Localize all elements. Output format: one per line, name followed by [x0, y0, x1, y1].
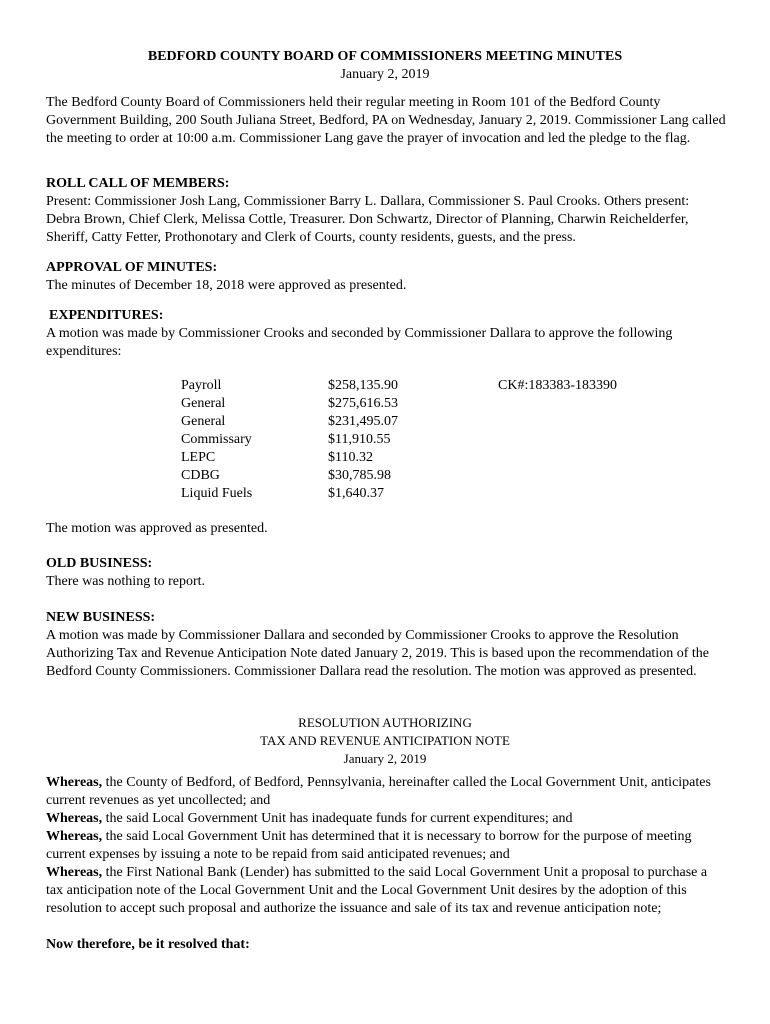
- resolution-date: January 2, 2019: [343, 751, 427, 766]
- old-business-heading: OLD BUSINESS:: [46, 556, 153, 571]
- expense-amount: $231,495.07: [328, 414, 398, 429]
- whereas-label: Whereas,: [46, 811, 103, 826]
- approval-heading: APPROVAL OF MINUTES:: [46, 260, 218, 275]
- table-row: [181, 485, 658, 503]
- resolution-closing: Now therefore, be it resolved that:: [46, 937, 250, 952]
- table-row: [181, 377, 658, 395]
- resolution-clause: [46, 774, 726, 810]
- table-row: [181, 467, 658, 485]
- expense-category: CDBG: [181, 468, 220, 483]
- roll-call-text: Present: Commissioner Josh Lang, Commissioner Barry L. Dallara, Commissioner S. Paul Crooks. Others present: Debra Brown, Chief Clerk, Melissa Cottle, Treasurer. Don Schwartz, Director of Planning, Charwin Reichelderfer, Sheriff, Catty Fetter, Prothonotary and Clerk of Courts, county residents, guests, and the press.: [46, 194, 690, 245]
- clause-text: the said Local Government Unit has determined that it is necessary to borrow for the purpose of meeting current expenses by issuing a note to be repaid from said anticipated revenues; and: [46, 829, 692, 862]
- expenditures-table: [181, 377, 658, 503]
- table-row: [181, 395, 658, 413]
- resolution-clause: [46, 864, 726, 918]
- intro-paragraph: The Bedford County Board of Commissioners held their regular meeting in Room 101 of the Bedford County Government Building, 200 South Juliana Street, Bedford, PA on Wednesday, January 2, 2019. Commissioner Lang called the meeting to order at 10:00 a.m. Commissioner Lang gave the prayer of invocation and led the pledge to the flag.: [46, 95, 726, 146]
- new-business-heading: NEW BUSINESS:: [46, 610, 156, 625]
- document-date: January 2, 2019: [340, 67, 430, 82]
- expense-category: General: [181, 396, 226, 411]
- resolution-clause: [46, 828, 726, 864]
- expense-amount: $11,910.55: [328, 432, 391, 447]
- expense-category: General: [181, 414, 226, 429]
- resolution-clause: [46, 810, 726, 828]
- roll-call-heading: ROLL CALL OF MEMBERS:: [46, 176, 230, 191]
- whereas-label: Whereas,: [46, 865, 103, 880]
- expense-category: Commissary: [181, 432, 252, 447]
- expense-category: Liquid Fuels: [181, 486, 253, 501]
- old-business-text: There was nothing to report.: [46, 574, 206, 589]
- expense-amount: $1,640.37: [328, 486, 384, 501]
- approval-text: The minutes of December 18, 2018 were approved as presented.: [46, 278, 407, 293]
- resolution-title-line2: TAX AND REVENUE ANTICIPATION NOTE: [260, 733, 510, 748]
- expense-category: Payroll: [181, 378, 222, 393]
- table-row: [181, 431, 658, 449]
- expense-category: LEPC: [181, 450, 216, 465]
- whereas-label: Whereas,: [46, 829, 103, 844]
- whereas-label: Whereas,: [46, 775, 103, 790]
- expense-amount: $30,785.98: [328, 468, 391, 483]
- expense-check-numbers: CK#:183383-183390: [498, 378, 617, 393]
- expenditures-text: A motion was made by Commissioner Crooks and seconded by Commissioner Dallara to approve the following expenditures:: [46, 326, 673, 359]
- expense-amount: $275,616.53: [328, 396, 398, 411]
- new-business-text: A motion was made by Commissioner Dallara and seconded by Commissioner Crooks to approve the Resolution Authorizing Tax and Revenue Anticipation Note dated January 2, 2019. This is based upon the recommendation of the Bedford County Commissioners. Commissioner Dallara read the resolution. The motion was approved as presented.: [46, 628, 709, 679]
- expense-amount: $110.32: [328, 450, 373, 465]
- expense-amount: $258,135.90: [328, 378, 398, 393]
- clause-text: the said Local Government Unit has inadequate funds for current expenditures; and: [102, 811, 573, 826]
- document-title: BEDFORD COUNTY BOARD OF COMMISSIONERS MEETING MINUTES: [147, 49, 623, 64]
- table-row: [181, 413, 658, 431]
- clause-text: the First National Bank (Lender) has submitted to the said Local Government Unit a proposal to purchase a tax anticipation note of the Local Government Unit and the Local Government Unit desires by the adoption of this resolution to accept such proposal and authorize the issuance and sale of its tax and revenue anticipation note;: [46, 865, 708, 916]
- expenditures-heading: EXPENDITURES:: [49, 308, 164, 323]
- table-row: [181, 449, 658, 467]
- resolution-title-line1: RESOLUTION AUTHORIZING: [298, 715, 472, 730]
- expenditures-result: The motion was approved as presented.: [46, 521, 268, 536]
- clause-text: the County of Bedford, of Bedford, Pennsylvania, hereinafter called the Local Government Unit, anticipates current revenues as yet uncollected; and: [46, 775, 711, 808]
